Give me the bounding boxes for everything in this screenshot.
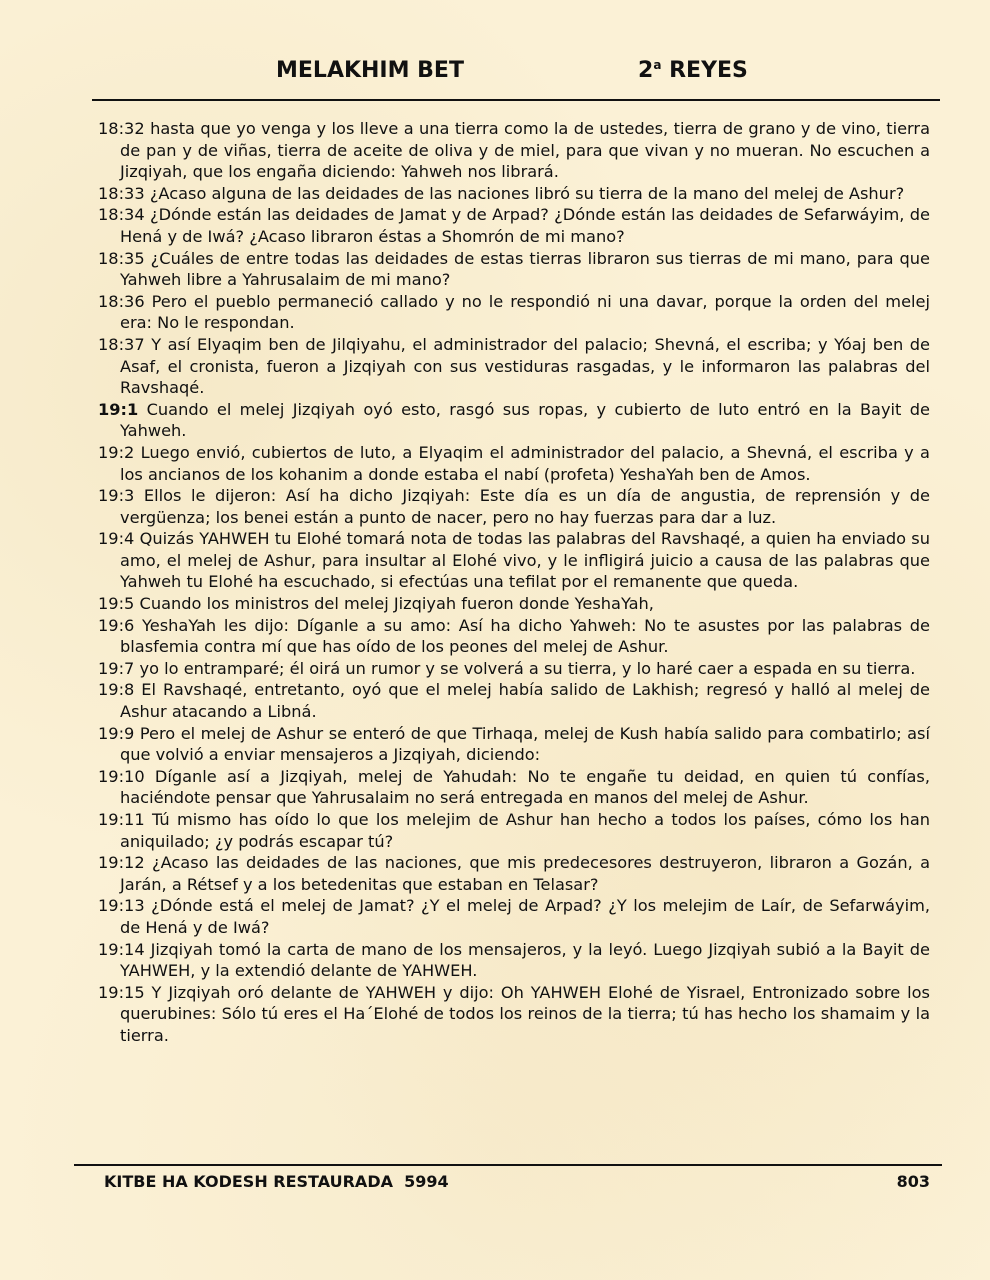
verse: [98, 679, 930, 722]
verse-reference: 19:3: [98, 486, 135, 506]
book-name: REYES: [669, 58, 748, 83]
book-title-spanish: [638, 58, 748, 83]
verse-reference: 19:10: [98, 766, 145, 786]
verse-reference: 19:12: [98, 853, 145, 873]
footer-rule: [74, 1164, 942, 1166]
book-title-hebrew: MELAKHIM BET: [276, 58, 464, 83]
book-number: 2: [638, 58, 654, 83]
verse: [98, 485, 930, 528]
verse: [98, 442, 930, 485]
verse: [98, 291, 930, 334]
verse-reference: 19:15: [98, 982, 145, 1002]
verse-reference: 19:9: [98, 723, 135, 743]
verse: [98, 615, 930, 658]
verse-reference: 19:4: [98, 529, 135, 549]
verse-reference: 18:35: [98, 248, 145, 268]
verse: [98, 183, 930, 205]
verse: [98, 399, 930, 442]
verse: [98, 334, 930, 399]
verse-text: yo lo entramparé; él oirá un rumor y se volverá a su tierra, y lo haré caer a espada en su tierra.: [139, 658, 916, 678]
verse-text: ¿Dónde está el melej de Jamat? ¿Y el melej de Arpad? ¿Y los melejim de Laír, de Sefarwáyim, de Hená y de Iwá?: [120, 896, 930, 937]
verse: [98, 248, 930, 291]
verse-reference: 18:36: [98, 291, 145, 311]
verse-list: [98, 118, 930, 1047]
verse-reference: 19:2: [98, 442, 135, 462]
verse-text: Cuando el melej Jizqiyah oyó esto, rasgó sus ropas, y cubierto de luto entró en la Bayit de Yahweh.: [120, 399, 930, 441]
verse-reference: 19:6: [98, 615, 135, 635]
header-rule: [92, 99, 940, 101]
verse-text: ¿Cuáles de entre todas las deidades de estas tierras libraron sus tierras de mi mano, para que Yahweh libre a Yahrusalaim de mi mano?: [120, 248, 930, 290]
verse-reference: 18:37: [98, 334, 145, 354]
footer-title: KITBE HA KODESH RESTAURADA 5994: [104, 1172, 449, 1191]
running-header: [92, 58, 940, 98]
verse-text: Pero el melej de Ashur se enteró de que Tirhaqa, melej de Kush había salido para combatirlo; así que volvió a enviar mensajeros a Jizqiyah, diciendo:: [120, 723, 930, 765]
verse-text: Y así Elyaqim ben de Jilqiyahu, el administrador del palacio; Shevná, el escriba; y Yóaj ben de Asaf, el cronista, fueron a Jizqiyah con sus vestiduras rasgadas, y le informaron las palabras del Ravshaqé.: [120, 334, 930, 398]
verse: [98, 895, 930, 938]
verse: [98, 809, 930, 852]
verse-reference: 19:8: [98, 680, 135, 700]
verse-text: Luego envió, cubiertos de luto, a Elyaqim el administrador del palacio, a Shevná, el escriba y a los ancianos de los kohanim a donde estaba el nabí (profeta) YeshaYah ben de Amos.: [120, 442, 930, 484]
verse-reference: 19:11: [98, 810, 145, 829]
verse-text: Quizás YAHWEH tu Elohé tomará nota de todas las palabras del Ravshaqé, a quien ha enviado su amo, el melej de Ashur, para insultar al Elohé vivo, y le infligirá juicio a causa de las palabras que Yahweh tu Elohé ha escuchado, si efectúas una tefilat por el remanente que queda.: [120, 529, 930, 592]
verse: [98, 118, 930, 183]
verse: [98, 766, 930, 809]
verse-reference: 19:7: [98, 658, 135, 678]
verse: [98, 658, 930, 680]
book-number-superscript: a: [653, 58, 662, 72]
verse-reference: 19:5: [98, 594, 135, 614]
verse: [98, 982, 930, 1047]
verse-text: Díganle así a Jizqiyah, melej de Yahudah: No te engañe tu deidad, en quien tú confías, haciéndote pensar que Yahrusalaim no será entregada en manos del melej de Ashur.: [120, 766, 930, 808]
verse-reference: 19:14: [98, 939, 145, 959]
page-number: 803: [896, 1172, 930, 1191]
verse-text: Jizqiyah tomó la carta de mano de los mensajeros, y la leyó. Luego Jizqiyah subió a la Bayit de YAHWEH, y la extendió delante de YAHWEH.: [120, 939, 930, 981]
verse-reference: 18:34: [98, 205, 145, 225]
verse: [98, 528, 930, 593]
verse-text: ¿Acaso alguna de las deidades de las naciones libró su tierra de la mano del melej de Ashur?: [149, 183, 905, 203]
verse-text: hasta que yo venga y los lleve a una tierra como la de ustedes, tierra de grano y de vino, tierra de pan y de viñas, tierra de aceite de oliva y de miel, para que vivan y no mueran. No escuchen a Jizqiyah, que los engaña diciendo: Yahweh nos librará.: [120, 119, 930, 182]
verse-text: ¿Dónde están las deidades de Jamat y de Arpad? ¿Dónde están las deidades de Sefarwáyim, de Hená y de Iwá? ¿Acaso libraron éstas a Shomrón de mi mano?: [120, 205, 931, 246]
verse-text: Cuando los ministros del melej Jizqiyah fueron donde YeshaYah,: [139, 594, 654, 614]
verse: [98, 939, 930, 982]
verse-text: YeshaYah les dijo: Díganle a su amo: Así ha dicho Yahweh: No te asustes por las palabras de blasfemia contra mí que has oído de los peones del melej de Ashur.: [120, 615, 930, 657]
verse: [98, 204, 930, 247]
verse-text: ¿Acaso las deidades de las naciones, que mis predecesores destruyeron, libraron a Gozán, a Jarán, a Rétsef y a los betedenitas que estaban en Telasar?: [120, 853, 930, 894]
verse-text: El Ravshaqé, entretanto, oyó que el melej había salido de Lakhish; regresó y halló al melej de Ashur atacando a Libná.: [120, 680, 930, 722]
verse-reference: 18:32: [98, 119, 145, 138]
verse-text: Tú mismo has oído lo que los melejim de Ashur han hecho a todos los países, cómo los han aniquilado; ¿y podrás escapar tú?: [120, 810, 930, 851]
verse-text: Pero el pueblo permaneció callado y no le respondió ni una davar, porque la orden del melej era: No le respondan.: [120, 291, 930, 333]
verse-text: Ellos le dijeron: Así ha dicho Jizqiyah: Este día es un día de angustia, de reprensión y de vergüenza; los benei están a punto de nacer, pero no hay fuerzas para dar a luz.: [120, 486, 930, 527]
verse-reference: 19:1: [98, 399, 139, 419]
verse-text: Y Jizqiyah oró delante de YAHWEH y dijo: Oh YAHWEH Elohé de Yisrael, Entronizado sobre los querubines: Sólo tú eres el Ha´Elohé de todos los reinos de la tierra; tú has hecho los shamaim y la tierra.: [120, 982, 930, 1045]
verse-reference: 19:13: [98, 896, 145, 916]
running-footer: [104, 1172, 930, 1196]
verse: [98, 593, 930, 615]
verse: [98, 852, 930, 895]
verse: [98, 723, 930, 766]
verse-reference: 18:33: [98, 183, 145, 203]
